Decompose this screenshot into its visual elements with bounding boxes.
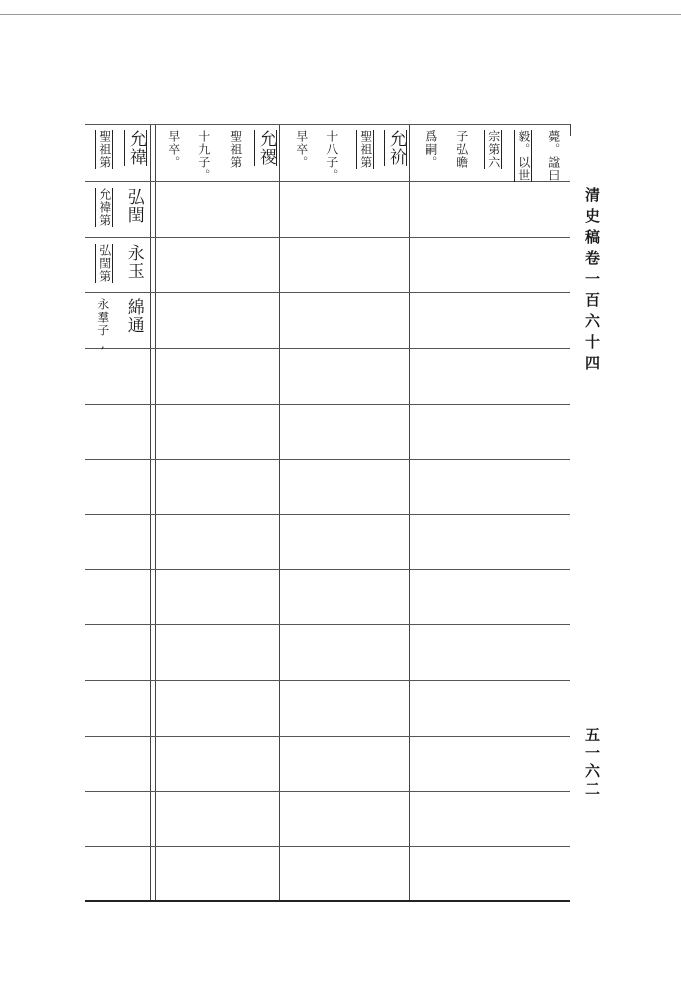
entry-note-yunji-2: 十九子。	[196, 130, 211, 182]
entry-name-yunwei: 允禕	[125, 130, 146, 166]
row-rule	[85, 846, 570, 847]
entry-note-yunjie-1: 聖祖第	[356, 130, 374, 169]
entry-note-yunjie-2: 十八子。	[324, 130, 339, 182]
entry-note-yongyu: 弘閏第	[95, 244, 113, 283]
row-rule	[85, 569, 570, 570]
entry-name-yunjie: 允祄	[385, 130, 406, 166]
entry-text-line-2: 毅。以世	[514, 130, 532, 182]
entry-name-yunji: 允禝	[255, 130, 276, 166]
row-rule	[85, 791, 570, 792]
running-head: 清史稿卷一百六十四	[583, 187, 601, 376]
page-top-rule	[0, 14, 681, 15]
row-rule	[85, 459, 570, 460]
entry-note-yunji-3: 早卒。	[166, 130, 181, 169]
entry-name-yongyu: 永玉	[123, 244, 144, 280]
entry-name-hongrun: 弘閏	[123, 188, 144, 224]
column-rule	[279, 124, 280, 900]
entry-note-yunjie-3: 早卒。	[294, 130, 309, 169]
entry-note-hongrun: 允禕第	[95, 188, 113, 227]
top-row-rule	[85, 124, 570, 125]
entry-text-line-1: 薨。諡曰	[546, 130, 561, 182]
entry-text-line-3: 宗第六	[484, 130, 502, 169]
entry-note-yunji-1: 聖祖第	[228, 130, 243, 169]
entry-name-miantong: 綿通	[123, 298, 144, 334]
column-rule	[570, 124, 571, 136]
page-number: 五一六二	[583, 727, 601, 799]
entry-text-line-5: 爲嗣。	[423, 130, 438, 169]
row-rule	[85, 404, 570, 405]
bottom-rule	[85, 900, 570, 902]
row-rule	[85, 680, 570, 681]
entry-text-line-4: 子弘曕	[454, 130, 469, 169]
row-rule	[85, 237, 570, 238]
row-rule	[85, 514, 570, 515]
row-rule	[85, 736, 570, 737]
row-rule	[85, 292, 570, 293]
column-rule	[150, 124, 151, 900]
column-rule	[409, 124, 410, 900]
entry-note-yunwei: 聖祖第	[95, 130, 113, 169]
row-rule	[85, 348, 570, 349]
entry-note-miantong: 永羣子,	[95, 298, 110, 352]
column-rule	[155, 124, 156, 900]
row-rule	[85, 624, 570, 625]
